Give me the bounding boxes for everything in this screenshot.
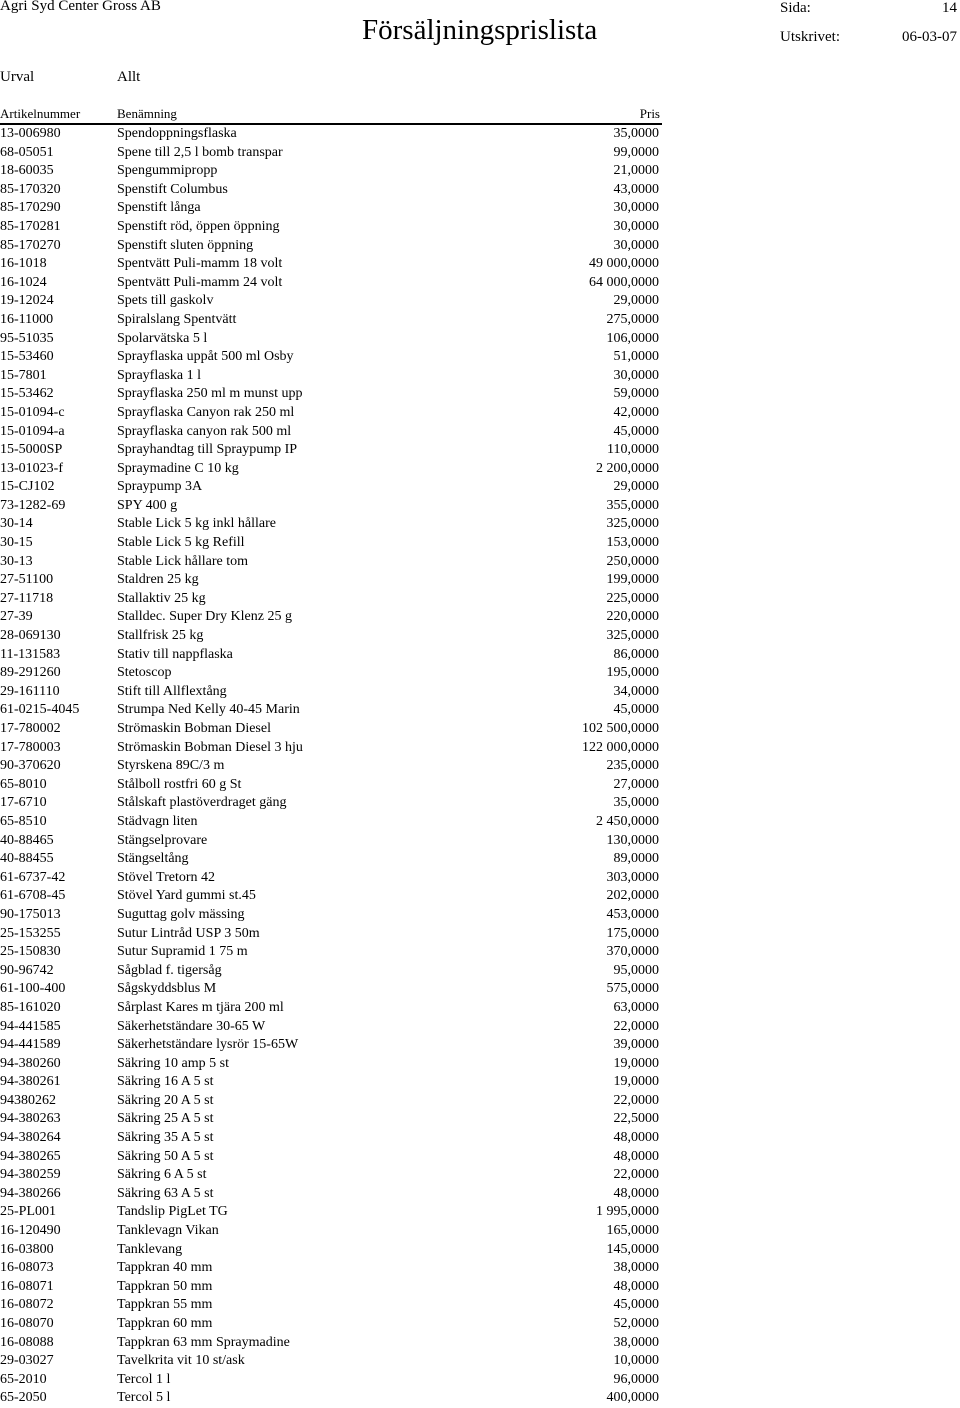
table-row [0,1018,662,1037]
product-name: Spiralslang Spentvätt [117,311,237,327]
article-number: 30-13 [0,553,33,569]
table-row [0,423,662,442]
column-header-price: Pris [639,106,660,121]
table-row [0,311,662,330]
product-name: Tappkran 40 mm [117,1260,213,1276]
article-number: 17-780003 [0,739,61,755]
article-number: 94-441585 [0,1018,61,1034]
article-number: 65-8510 [0,813,47,829]
product-name: Staldren 25 kg [117,572,199,588]
table-row [0,999,662,1018]
table-row [0,255,662,274]
article-number: 18-60035 [0,163,54,179]
article-number: 73-1282-69 [0,497,66,513]
company-name: Agri Syd Center Gross AB [0,0,161,14]
article-number: 16-03800 [0,1241,54,1257]
article-number: 94-380260 [0,1055,61,1071]
table-row [0,925,662,944]
table-row [0,1278,662,1297]
product-name: Städvagn liten [117,813,198,829]
table-row [0,534,662,553]
product-name: Strumpa Ned Kelly 40-45 Marin [117,702,300,718]
selection-label: Urval [0,69,35,85]
table-row [0,367,662,386]
price-value: 370,0000 [606,944,659,960]
price-value: 22,5000 [613,1111,659,1127]
price-value: 10,0000 [613,1353,659,1369]
table-row [0,1148,662,1167]
price-value: 48,0000 [613,1130,659,1146]
product-name: Säkring 63 A 5 st [117,1185,214,1201]
article-number: 15-5000SP [0,442,63,458]
article-number: 27-51100 [0,572,54,588]
table-row [0,664,662,683]
article-number: 15-53462 [0,386,54,402]
table-row [0,125,662,144]
table-row [0,218,662,237]
product-name: Stålboll rostfri 60 g St [117,776,242,792]
product-name: Stetoscop [117,665,172,681]
price-value: 89,0000 [613,851,659,867]
product-name: Sprayflaska uppåt 500 ml Osby [117,349,294,365]
article-number: 90-370620 [0,758,61,774]
article-number: 15-53460 [0,349,54,365]
price-value: 195,0000 [606,665,659,681]
table-row [0,832,662,851]
table-row [0,237,662,256]
price-value: 30,0000 [613,200,659,216]
article-number: 65-2050 [0,1390,47,1406]
table-row [0,292,662,311]
table-row [0,813,662,832]
product-name: Spendoppningsflaska [117,126,237,141]
article-number: 28-069130 [0,628,61,644]
table-row [0,1241,662,1260]
article-number: 17-6710 [0,795,47,811]
product-name: Stalldec. Super Dry Klenz 25 g [117,609,292,625]
table-row [0,515,662,534]
product-name: Stängseltång [117,851,189,867]
table-row [0,887,662,906]
product-name: Spraypump 3A [117,479,203,495]
price-value: 38,0000 [613,1260,659,1276]
price-value: 106,0000 [606,330,659,346]
table-row [0,162,662,181]
table-row [0,683,662,702]
column-header-name: Benämning [117,106,177,121]
table-row [0,1110,662,1129]
article-number: 16-08071 [0,1278,54,1294]
printed-date: 06-03-07 [902,29,957,45]
product-name: Sprayflaska 1 l [117,367,201,383]
article-number: 15-7801 [0,367,47,383]
table-row [0,962,662,981]
article-number: 16-1024 [0,274,47,290]
article-number: 95-51035 [0,330,54,346]
product-name: Tappkran 63 mm Spraymadine [117,1334,290,1350]
article-number: 17-780002 [0,721,61,736]
product-name: Strömaskin Bobman Diesel [117,721,271,736]
article-number: 15-CJ102 [0,479,55,495]
price-value: 86,0000 [613,646,659,662]
price-value: 30,0000 [613,237,659,253]
product-name: Stängselprovare [117,832,208,848]
price-value: 34,0000 [613,683,659,699]
price-value: 29,0000 [613,479,659,495]
price-value: 96,0000 [613,1371,659,1387]
page-number: 14 [942,0,957,16]
table-row [0,1371,662,1390]
price-value: 102 500,0000 [582,721,659,736]
product-name: Sprayflaska Canyon rak 250 ml [117,404,295,420]
product-name: Säkring 35 A 5 st [117,1130,214,1146]
article-number: 85-170290 [0,200,61,216]
product-name: Stålskaft plastöverdraget gäng [117,795,287,811]
article-number: 85-161020 [0,999,61,1015]
article-number: 16-08073 [0,1260,54,1276]
product-name: Stallaktiv 25 kg [117,590,206,606]
table-row [0,478,662,497]
article-number: 30-15 [0,535,33,551]
article-number: 30-14 [0,516,33,532]
price-value: 22,0000 [613,1092,659,1108]
table-row [0,869,662,888]
table-row [0,1166,662,1185]
product-name: Spentvätt Puli-mamm 24 volt [117,274,283,290]
article-number: 68-05051 [0,144,54,160]
article-number: 16-1018 [0,256,47,272]
table-row [0,404,662,423]
article-number: 94-380266 [0,1185,61,1201]
price-value: 2 200,0000 [596,460,659,476]
table-row [0,460,662,479]
product-name: Sutur Lintråd USP 3 50m [117,925,260,941]
price-value: 145,0000 [606,1241,659,1257]
price-value: 95,0000 [613,962,659,978]
article-number: 94-380265 [0,1148,61,1164]
product-name: Stövel Yard gummi st.45 [117,888,256,904]
table-row [0,1129,662,1148]
price-value: 45,0000 [613,702,659,718]
price-value: 130,0000 [606,832,659,848]
price-value: 19,0000 [613,1055,659,1071]
table-row [0,701,662,720]
product-name: Tavelkrita vit 10 st/ask [117,1353,245,1369]
table-row [0,1259,662,1278]
product-name: Säkring 25 A 5 st [117,1111,214,1127]
price-value: 30,0000 [613,218,659,234]
article-number: 16-08088 [0,1334,54,1350]
price-value: 1 995,0000 [596,1204,659,1220]
price-value: 250,0000 [606,553,659,569]
price-value: 48,0000 [613,1278,659,1294]
price-value: 52,0000 [613,1316,659,1331]
article-number: 65-2010 [0,1371,47,1387]
price-value: 35,0000 [613,126,659,141]
article-number: 15-01094-a [0,423,65,439]
article-number: 94-380264 [0,1130,61,1146]
table-row [0,385,662,404]
article-number: 94-380263 [0,1111,61,1127]
table-row [0,608,662,627]
article-number: 16-120490 [0,1223,61,1239]
article-number: 16-08072 [0,1297,54,1313]
table-row [0,199,662,218]
article-number: 90-175013 [0,906,61,922]
table-row [0,1389,662,1408]
article-number: 27-11718 [0,590,54,606]
price-value: 30,0000 [613,367,659,383]
table-row [0,776,662,795]
price-value: 303,0000 [606,869,659,885]
price-value: 38,0000 [613,1334,659,1350]
product-name: Spene till 2,5 l bomb transpar [117,144,283,160]
price-value: 153,0000 [606,535,659,551]
price-value: 110,0000 [607,442,659,458]
price-value: 220,0000 [606,609,659,625]
product-name: Tappkran 55 mm [117,1297,213,1313]
product-name: Spentvätt Puli-mamm 18 volt [117,256,283,272]
table-row [0,1055,662,1074]
product-name: Styrskena 89C/3 m [117,758,225,774]
product-name: Sågskyddsblus M [117,981,217,997]
product-name: Säkring 10 amp 5 st [117,1055,229,1071]
product-name: Spraymadine C 10 kg [117,460,239,476]
article-number: 27-39 [0,609,33,625]
article-number: 25-153255 [0,925,61,941]
table-row [0,720,662,739]
price-value: 275,0000 [606,311,659,327]
product-name: Sårplast Kares m tjära 200 ml [117,999,284,1015]
product-name: Sutur Supramid 1 75 m [117,944,248,960]
article-number: 61-6737-42 [0,869,66,885]
article-number: 29-03027 [0,1353,54,1369]
table-row [0,739,662,758]
product-name: Stallfrisk 25 kg [117,628,204,644]
article-number: 25-PL001 [0,1204,56,1220]
product-name: Stable Lick 5 kg inkl hållare [117,516,277,532]
product-name: Spenstift sluten öppning [117,237,254,253]
article-number: 94380262 [0,1092,56,1108]
price-value: 22,0000 [613,1018,659,1034]
price-value: 325,0000 [606,628,659,644]
price-value: 42,0000 [613,404,659,420]
product-name: Säkring 50 A 5 st [117,1148,214,1164]
table-row [0,1296,662,1315]
article-number: 25-150830 [0,944,61,960]
price-value: 45,0000 [613,423,659,439]
article-number: 89-291260 [0,665,61,681]
table-row [0,1222,662,1241]
price-value: 202,0000 [606,888,659,904]
product-name: Spolarvätska 5 l [117,330,208,346]
price-value: 355,0000 [606,497,659,513]
article-number: 85-170320 [0,181,61,197]
price-value: 51,0000 [613,349,659,365]
table-row [0,181,662,200]
table-row [0,441,662,460]
price-value: 165,0000 [606,1223,659,1239]
table-row [0,330,662,349]
price-value: 49 000,0000 [589,256,659,272]
table-row [0,906,662,925]
article-number: 19-12024 [0,293,54,309]
table-row [0,794,662,813]
price-value: 39,0000 [613,1037,659,1053]
price-value: 235,0000 [606,758,659,774]
product-name: Tappkran 60 mm [117,1316,213,1331]
price-value: 175,0000 [606,925,659,941]
product-name: Stövel Tretorn 42 [117,869,216,885]
table-row [0,1036,662,1055]
price-value: 27,0000 [613,776,659,792]
price-value: 19,0000 [613,1074,659,1090]
product-name: Tercol 5 l [117,1390,171,1406]
price-value: 225,0000 [606,590,659,606]
table-row [0,627,662,646]
product-name: Strömaskin Bobman Diesel 3 hju [117,739,303,755]
price-value: 59,0000 [613,386,659,402]
table-row [0,1185,662,1204]
article-number: 16-11000 [0,311,54,327]
product-name: Säkring 20 A 5 st [117,1092,214,1108]
table-row [0,590,662,609]
table-row [0,1334,662,1353]
table-row [0,348,662,367]
product-name: Spenstift långa [117,200,201,216]
article-number: 61-6708-45 [0,888,66,904]
product-name: Tanklevagn Vikan [117,1223,219,1239]
price-value: 48,0000 [613,1148,659,1164]
table-row [0,850,662,869]
table-row [0,1092,662,1111]
product-name: Spenstift röd, öppen öppning [117,218,280,234]
price-value: 64 000,0000 [589,274,659,290]
article-number: 13-006980 [0,126,61,141]
page-label: Sida: [780,0,811,16]
article-number: 11-131583 [0,646,61,662]
article-number: 94-441589 [0,1037,61,1053]
price-value: 199,0000 [606,572,659,588]
price-value: 2 450,0000 [596,813,659,829]
price-list [0,125,662,1408]
price-value: 575,0000 [606,981,659,997]
price-value: 21,0000 [613,163,659,179]
page-title: Försäljningsprislista [362,14,598,46]
price-value: 453,0000 [606,906,659,922]
price-value: 400,0000 [606,1390,659,1406]
table-row [0,943,662,962]
price-value: 22,0000 [613,1167,659,1183]
product-name: Tanklevang [117,1241,183,1257]
price-value: 63,0000 [613,999,659,1015]
product-name: Stable Lick hållare tom [117,553,249,569]
article-number: 29-161110 [0,683,60,699]
product-name: Spets till gaskolv [117,293,214,309]
article-number: 94-380261 [0,1074,61,1090]
product-name: Säkring 6 A 5 st [117,1167,207,1183]
article-number: 15-01094-c [0,404,65,420]
article-number: 85-170281 [0,218,61,234]
table-row [0,1352,662,1371]
table-row [0,274,662,293]
article-number: 94-380259 [0,1167,61,1183]
table-row [0,980,662,999]
product-name: SPY 400 g [117,497,178,513]
selection-value: Allt [117,69,141,85]
table-row [0,497,662,516]
printed-label: Utskrivet: [780,29,840,45]
article-number: 61-0215-4045 [0,702,80,718]
price-value: 48,0000 [613,1185,659,1201]
product-name: Tandslip PigLet TG [117,1204,228,1220]
table-row [0,757,662,776]
product-name: Säkerhetständare 30-65 W [117,1018,266,1034]
table-row [0,1203,662,1222]
price-value: 29,0000 [613,293,659,309]
product-name: Sågblad f. tigersåg [117,962,222,978]
table-row [0,144,662,163]
product-name: Säkring 16 A 5 st [117,1074,214,1090]
article-number: 65-8010 [0,776,47,792]
price-value: 122 000,0000 [582,739,659,755]
table-row [0,571,662,590]
article-number: 16-08070 [0,1316,54,1331]
article-number: 85-170270 [0,237,61,253]
product-name: Stable Lick 5 kg Refill [117,535,245,551]
table-row [0,646,662,665]
article-number: 40-88465 [0,832,54,848]
article-number: 90-96742 [0,962,54,978]
table-row [0,1315,662,1334]
product-name: Sprayflaska canyon rak 500 ml [117,423,292,439]
product-name: Säkerhetständare lysrör 15-65W [117,1037,299,1053]
product-name: Suguttag golv mässing [117,906,245,922]
article-number: 40-88455 [0,851,54,867]
article-number: 13-01023-f [0,460,63,476]
price-value: 43,0000 [613,181,659,197]
product-name: Stativ till nappflaska [117,646,233,662]
product-name: Sprayflaska 250 ml m munst upp [117,386,303,402]
article-number: 61-100-400 [0,981,66,997]
table-row [0,1073,662,1092]
product-name: Spengummipropp [117,163,218,179]
price-value: 35,0000 [613,795,659,811]
table-row [0,553,662,572]
column-header-article: Artikelnummer [0,106,81,121]
price-value: 45,0000 [613,1297,659,1313]
price-value: 99,0000 [613,144,659,160]
product-name: Stift till Allflextång [117,683,227,699]
product-name: Spenstift Columbus [117,181,228,197]
product-name: Sprayhandtag till Spraypump IP [117,442,298,458]
product-name: Tercol 1 l [117,1371,171,1387]
price-value: 325,0000 [606,516,659,532]
product-name: Tappkran 50 mm [117,1278,213,1294]
